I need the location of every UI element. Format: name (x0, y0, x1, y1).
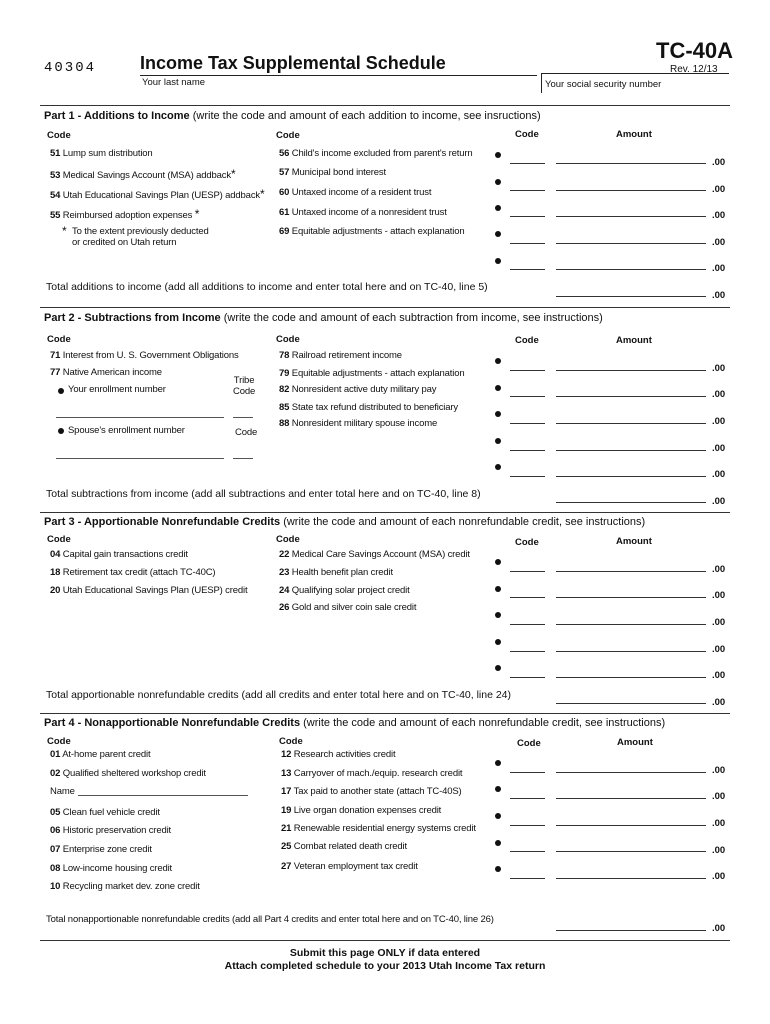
cents-label: .00 (712, 389, 726, 400)
code-field[interactable] (510, 597, 545, 598)
cents-label: .00 (712, 263, 726, 274)
part2-title: Part 2 - Subtractions from Income (44, 312, 221, 324)
bullet-icon (495, 866, 501, 872)
col-code-entry: Code (515, 537, 539, 548)
last-name-label: Your last name (142, 77, 206, 88)
amount-field[interactable] (556, 825, 706, 826)
amount-field[interactable] (556, 216, 706, 217)
col-code-mid: Code (276, 534, 300, 545)
col-amount: Amount (616, 129, 652, 140)
enrollment-label: Your enrollment number (68, 384, 166, 395)
amount-field[interactable] (556, 571, 706, 572)
ssn-divider (541, 73, 542, 93)
part4-total-label: Total nonapportionable nonrefundable credits (add all Part 4 credits and enter total here and on TC-40, line 26) (46, 914, 494, 925)
spouse-enrollment-field[interactable] (56, 458, 224, 459)
part2-total-label: Total subtractions from income (add all subtractions and enter total here and on TC-40, line 8) (46, 488, 481, 500)
list-item: 19 Live organ donation expenses credit (281, 805, 442, 816)
part3-title: Part 3 - Apportionable Nonrefundable Credits (44, 516, 281, 528)
list-item: 13 Carryover of mach./equip. research credit (281, 768, 463, 779)
list-item: 23 Health benefit plan credit (279, 567, 393, 578)
list-item: 25 Combat related death credit (281, 841, 407, 852)
list-item: 08 Low-income housing credit (50, 863, 173, 874)
part1-title: Part 1 - Additions to Income (44, 110, 190, 122)
list-item: 71 Interest from U. S. Government Obligations (50, 350, 239, 361)
code-field[interactable] (510, 396, 545, 397)
list-item: 54 Utah Educational Savings Plan (UESP) addback* (50, 187, 265, 201)
part1-instructions: (write the code and amount of each addition to income, see insructions) (192, 110, 541, 122)
section-rule (40, 713, 730, 714)
code-field[interactable] (510, 878, 545, 879)
section-rule (40, 105, 730, 106)
cents-label: .00 (712, 237, 726, 248)
bullet-icon (495, 665, 501, 671)
list-item: 21 Renewable residential energy systems credit (281, 823, 476, 834)
name-label: Name (50, 786, 75, 797)
list-item: 12 Research activities credit (281, 749, 396, 760)
bullet-icon (495, 586, 501, 592)
part1-heading (44, 110, 541, 122)
code-field[interactable] (510, 450, 545, 451)
code-field[interactable] (510, 476, 545, 477)
bullet-icon (495, 179, 501, 185)
code-field[interactable] (510, 190, 545, 191)
amount-field[interactable] (556, 163, 706, 164)
list-item: 56 Child's income excluded from parent's return (279, 148, 473, 159)
section-rule (40, 512, 730, 513)
col-amount: Amount (617, 737, 653, 748)
bullet-icon (495, 612, 501, 618)
footer-line-1: Submit this page ONLY if data entered (289, 947, 481, 959)
part4-title: Part 4 - Nonapportionable Nonrefundable Credits (44, 717, 301, 729)
form-id: TC-40A (656, 38, 734, 63)
amount-field[interactable] (556, 476, 706, 477)
asterisk: * (62, 224, 67, 238)
part2-total-field[interactable] (556, 502, 706, 503)
code-field[interactable] (510, 423, 545, 424)
cents-label: .00 (712, 697, 726, 708)
bullet-icon (495, 231, 501, 237)
bullet-icon (495, 205, 501, 211)
amount-field[interactable] (556, 772, 706, 773)
part2-instructions: (write the code and amount of each subtraction from income, see instructions) (223, 312, 603, 324)
list-item: 05 Clean fuel vehicle credit (50, 807, 160, 818)
list-item: 04 Capital gain transactions credit (50, 549, 188, 560)
footer-line-2: Attach completed schedule to your 2013 Utah Income Tax return (224, 960, 546, 972)
list-item: 78 Railroad retirement income (279, 350, 402, 361)
cents-label: .00 (712, 443, 726, 454)
bullet-icon (495, 813, 501, 819)
list-item: 01 At-home parent credit (50, 749, 151, 760)
bullet-icon (495, 786, 501, 792)
list-item: 20 Utah Educational Savings Plan (UESP) credit (50, 585, 248, 596)
cents-label: .00 (712, 496, 726, 507)
list-item: 17 Tax paid to another state (attach TC-40S) (281, 786, 462, 797)
cents-label: .00 (712, 871, 726, 882)
cents-label: .00 (712, 184, 726, 195)
part3-heading (44, 516, 645, 528)
cents-label: .00 (712, 363, 726, 374)
section-rule (40, 940, 730, 941)
code-field[interactable] (510, 677, 545, 678)
bullet-icon (495, 411, 501, 417)
code-field[interactable] (510, 772, 545, 773)
tribe-code-field[interactable] (233, 417, 253, 418)
list-item: 24 Qualifying solar project credit (279, 585, 410, 596)
bullet-icon (495, 760, 501, 766)
col-amount: Amount (616, 536, 652, 547)
enrollment-field[interactable] (56, 417, 224, 418)
list-item: 82 Nonresident active duty military pay (279, 384, 437, 395)
list-item: 07 Enterprise zone credit (50, 844, 152, 855)
bullet-icon (495, 385, 501, 391)
list-item: 77 Native American income (50, 367, 162, 378)
col-code-mid: Code (279, 736, 303, 747)
asterisk: * (260, 187, 265, 201)
col-code-left: Code (47, 736, 71, 747)
list-item: 85 State tax refund distributed to beneficiary (279, 402, 459, 413)
cents-label: .00 (712, 791, 726, 802)
amount-field[interactable] (556, 423, 706, 424)
cents-label: .00 (712, 416, 726, 427)
bullet-icon (495, 840, 501, 846)
bullet-icon (495, 464, 501, 470)
code-field[interactable] (510, 825, 545, 826)
part3-instructions: (write the code and amount of each nonrefundable credit, see instructions) (283, 516, 646, 528)
amount-field[interactable] (556, 370, 706, 371)
bullet-icon (495, 358, 501, 364)
code-field[interactable] (510, 163, 545, 164)
col-code-left: Code (47, 130, 71, 141)
list-item: 57 Municipal bond interest (279, 167, 387, 178)
cents-label: .00 (712, 670, 726, 681)
list-item: 22 Medical Care Savings Account (MSA) credit (279, 549, 470, 560)
list-item: 26 Gold and silver coin sale credit (279, 602, 417, 613)
last-name-field[interactable] (140, 75, 537, 76)
spouse-tribe-code-label: Code (235, 427, 258, 438)
amount-field[interactable] (556, 624, 706, 625)
amount-field[interactable] (556, 269, 706, 270)
form-number: 40304 (44, 60, 97, 76)
cents-label: .00 (712, 469, 726, 480)
code-field[interactable] (510, 571, 545, 572)
amount-field[interactable] (556, 878, 706, 879)
bullet-icon (495, 639, 501, 645)
list-item: 18 Retirement tax credit (attach TC-40C) (50, 567, 216, 578)
ssn-label: Your social security number (545, 79, 662, 90)
asterisk: * (230, 167, 236, 181)
part4-instructions: (write the code and amount of each nonrefundable credit, see instructions) (303, 717, 666, 729)
cents-label: .00 (712, 564, 726, 575)
list-item: 02 Qualified sheltered workshop credit (50, 768, 206, 779)
asterisk: * (194, 207, 200, 221)
code-field[interactable] (510, 651, 545, 652)
bullet-icon (495, 152, 501, 158)
cents-label: .00 (712, 845, 726, 856)
cents-label: .00 (712, 617, 726, 628)
name-field[interactable] (78, 795, 248, 796)
list-item: 10 Recycling market dev. zone credit (50, 881, 200, 892)
col-code-mid: Code (276, 334, 300, 345)
code-field[interactable] (510, 243, 545, 244)
part1-note: To the extent previously deducted or credited on Utah return (72, 226, 209, 248)
ssn-field[interactable] (541, 73, 729, 74)
col-amount: Amount (616, 335, 652, 346)
section-rule (40, 307, 730, 308)
cents-label: .00 (712, 290, 726, 301)
amount-field[interactable] (556, 798, 706, 799)
amount-field[interactable] (556, 651, 706, 652)
part4-heading (44, 717, 665, 729)
col-code-entry: Code (515, 129, 539, 140)
part2-heading (44, 312, 603, 324)
cents-label: .00 (712, 765, 726, 776)
part4-total-field[interactable] (556, 930, 706, 931)
list-item: 51 Lump sum distribution (50, 148, 153, 159)
col-code-entry: Code (515, 335, 539, 346)
part3-total-label: Total apportionable nonrefundable credits (add all credits and enter total here and on TC-40, line 24) (46, 689, 512, 701)
cents-label: .00 (712, 590, 726, 601)
code-field[interactable] (510, 798, 545, 799)
part1-total-field[interactable] (556, 296, 706, 297)
page-title: Income Tax Supplemental Schedule (140, 53, 446, 73)
code-field[interactable] (510, 851, 545, 852)
spouse-enrollment-label: Spouse's enrollment number (68, 425, 185, 436)
bullet-icon (495, 438, 501, 444)
amount-field[interactable] (556, 851, 706, 852)
list-item: 69 Equitable adjustments - attach explanation (279, 226, 465, 237)
col-code-entry: Code (517, 738, 541, 749)
code-field[interactable] (510, 216, 545, 217)
code-field[interactable] (510, 370, 545, 371)
bullet-icon (495, 258, 501, 264)
col-code-mid: Code (276, 130, 300, 141)
list-item: 06 Historic preservation credit (50, 825, 172, 836)
col-code-left: Code (47, 534, 71, 545)
list-item: 53 Medical Savings Account (MSA) addback* (50, 167, 236, 181)
list-item: 27 Veteran employment tax credit (281, 861, 418, 872)
part3-total-field[interactable] (556, 703, 706, 704)
amount-field[interactable] (556, 190, 706, 191)
bullet-icon (58, 388, 64, 394)
cents-label: .00 (712, 923, 726, 934)
list-item: 88 Nonresident military spouse income (279, 418, 438, 429)
cents-label: .00 (712, 157, 726, 168)
part1-total-label: Total additions to income (add all additions to income and enter total here and on TC-40, line 5) (46, 281, 488, 293)
amount-field[interactable] (556, 597, 706, 598)
tribe-code-label: Tribe Code (233, 375, 256, 397)
amount-field[interactable] (556, 243, 706, 244)
list-item: 60 Untaxed income of a resident trust (279, 187, 432, 198)
list-item: 79 Equitable adjustments - attach explanation (279, 368, 465, 379)
code-field[interactable] (510, 624, 545, 625)
cents-label: .00 (712, 818, 726, 829)
list-item: 61 Untaxed income of a nonresident trust (279, 207, 447, 218)
bullet-icon (495, 559, 501, 565)
revision: Rev. 12/13 (670, 64, 718, 75)
code-field[interactable] (510, 269, 545, 270)
cents-label: .00 (712, 210, 726, 221)
bullet-icon (58, 428, 64, 434)
amount-field[interactable] (556, 396, 706, 397)
spouse-tribe-code-field[interactable] (233, 458, 253, 459)
col-code-left: Code (47, 334, 71, 345)
cents-label: .00 (712, 644, 726, 655)
list-item: 55 Reimbursed adoption expenses * (50, 207, 200, 221)
amount-field[interactable] (556, 450, 706, 451)
amount-field[interactable] (556, 677, 706, 678)
